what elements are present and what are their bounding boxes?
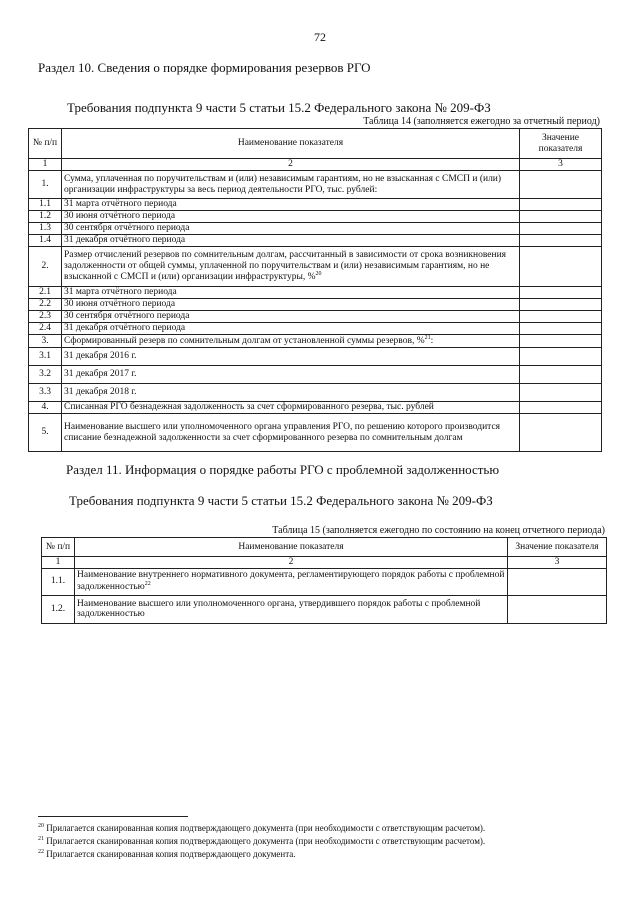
- row-number: 3.: [29, 335, 62, 348]
- row-name: 31 марта отчётного периода: [62, 199, 520, 211]
- footnote-text: Прилагается сканированная копия подтверждающего документа (при необходимости с ответствующим расчетом).: [46, 823, 486, 833]
- table-14-caption: Таблица 14 (заполняется ежегодно за отчетный период): [363, 116, 600, 127]
- value-cell[interactable]: [520, 235, 602, 247]
- footnote: [38, 835, 485, 848]
- column-number: 3: [520, 159, 602, 171]
- table-row: [29, 348, 602, 366]
- table-row: [29, 323, 602, 335]
- row-number: 3.1: [29, 348, 62, 366]
- table-row: [29, 366, 602, 384]
- row-number: 3.2: [29, 366, 62, 384]
- value-cell[interactable]: [520, 211, 602, 223]
- row-name: Списанная РГО безнадежная задолженность за счет сформированного резерва, тыс. рублей: [62, 402, 520, 414]
- footnote-text: Прилагается сканированная копия подтверждающего документа (при необходимости с ответствующим расчетом).: [46, 836, 486, 847]
- value-cell[interactable]: [520, 414, 602, 452]
- header-name: Наименование показателя: [62, 129, 520, 159]
- section-11-requirement: Требования подпункта 9 части 5 статьи 15.2 Федерального закона № 209-ФЗ: [69, 493, 493, 508]
- row-name: [62, 335, 520, 348]
- value-cell[interactable]: [520, 384, 602, 402]
- row-name: 31 декабря отчётного периода: [62, 323, 520, 335]
- row-number: 2.1: [29, 287, 62, 299]
- value-cell[interactable]: [520, 323, 602, 335]
- table-15-header-row: [42, 538, 607, 557]
- row-number: 2.: [29, 247, 62, 287]
- value-cell[interactable]: [520, 223, 602, 235]
- row-number: 1.1.: [42, 568, 75, 595]
- table-row: [29, 402, 602, 414]
- column-number: 2: [62, 159, 520, 171]
- row-name-suffix: :: [430, 336, 434, 347]
- table-15-column-numbers: [42, 557, 607, 569]
- row-number: 1.1: [29, 199, 62, 211]
- footnote-mark: 22: [38, 849, 44, 856]
- row-name: 31 декабря отчётного периода: [62, 235, 520, 247]
- footnote-ref: 22: [144, 581, 151, 588]
- row-number: 2.4: [29, 323, 62, 335]
- footnote-mark: 21: [38, 836, 44, 843]
- value-cell[interactable]: [520, 171, 602, 199]
- value-cell[interactable]: [520, 348, 602, 366]
- row-number: 1.3: [29, 223, 62, 235]
- table-row: [29, 299, 602, 311]
- table-row: [29, 335, 602, 348]
- footnotes: [38, 822, 485, 861]
- header-value: Значение показателя: [508, 538, 607, 557]
- table-row: [29, 414, 602, 452]
- table-row: [29, 384, 602, 402]
- row-name: 30 сентября отчётного периода: [62, 223, 520, 235]
- table-row: [29, 171, 602, 199]
- section-10-title: Раздел 10. Сведения о порядке формирования резервов РГО: [38, 60, 371, 75]
- table-row: [42, 595, 607, 623]
- row-name: 31 декабря 2018 г.: [62, 384, 520, 402]
- footnote-separator: [38, 816, 188, 817]
- table-14: [28, 128, 602, 452]
- header-num: № п/п: [42, 538, 75, 557]
- table-row: [29, 311, 602, 323]
- footnote-ref: 21: [424, 335, 431, 342]
- table-row: [29, 223, 602, 235]
- row-name: Сумма, уплаченная по поручительствам и (или) независимым гарантиям, но не взысканная с СМСП и (или) организации инфраструктуры за весь период деятельности РГО, тыс. рублей:: [62, 171, 520, 199]
- table-15: [41, 537, 607, 624]
- value-cell[interactable]: [508, 595, 607, 623]
- section-10-requirement: Требования подпункта 9 части 5 статьи 15.2 Федерального закона № 209-ФЗ: [67, 100, 491, 115]
- value-cell[interactable]: [520, 311, 602, 323]
- section-11-title: Раздел 11. Информация о порядке работы РГО с проблемной задолженностью: [66, 462, 500, 477]
- row-number: 1.2: [29, 211, 62, 223]
- row-number: 2.3: [29, 311, 62, 323]
- value-cell[interactable]: [520, 335, 602, 348]
- footnote-ref: 20: [315, 271, 322, 278]
- row-name: 31 декабря 2016 г.: [62, 348, 520, 366]
- value-cell[interactable]: [520, 287, 602, 299]
- table-14-header-row: [29, 129, 602, 159]
- row-name: 30 сентября отчётного периода: [62, 311, 520, 323]
- header-name: Наименование показателя: [75, 538, 508, 557]
- row-name: 31 декабря 2017 г.: [62, 366, 520, 384]
- header-value: Значение показателя: [520, 129, 602, 159]
- value-cell[interactable]: [520, 366, 602, 384]
- footnote: [38, 822, 485, 835]
- column-number: 3: [508, 557, 607, 569]
- row-name: 31 марта отчётного периода: [62, 287, 520, 299]
- row-number: 5.: [29, 414, 62, 452]
- value-cell[interactable]: [520, 199, 602, 211]
- row-number: 1.: [29, 171, 62, 199]
- row-number: 1.2.: [42, 595, 75, 623]
- row-number: 2.2: [29, 299, 62, 311]
- row-name-text: Сформированный резерв по сомнительным долгам от установленной суммы резервов, %: [64, 336, 425, 347]
- column-number: 2: [75, 557, 508, 569]
- page-number: 72: [314, 30, 326, 44]
- row-number: 4.: [29, 402, 62, 414]
- table-row: [42, 568, 607, 595]
- footnote-text: Прилагается сканированная копия подтверждающего документа.: [46, 849, 296, 860]
- table-row: [29, 199, 602, 211]
- value-cell[interactable]: [520, 247, 602, 287]
- row-name-text: Размер отчислений резервов по сомнительным долгам, рассчитанный в зависимости от срока возникновения задолженности от общей суммы, уплаченной по поручительствам и (или) независимым гарантиям, но не взысканной с СМСП и (или) организации инфраструктуры, %: [64, 249, 507, 283]
- table-row: [29, 247, 602, 287]
- row-name: 30 июня отчётного периода: [62, 211, 520, 223]
- table-15-caption: Таблица 15 (заполняется ежегодно по состоянию на конец отчетного периода): [272, 525, 605, 536]
- footnote: [38, 848, 485, 861]
- row-name: [62, 247, 520, 287]
- row-name: [75, 568, 508, 595]
- row-number: 3.3: [29, 384, 62, 402]
- footnote-mark: 20: [38, 823, 44, 829]
- column-number: 1: [42, 557, 75, 569]
- row-name: Наименование высшего или уполномоченного органа, утвердившего порядок работы с проблемной задолженностью: [75, 595, 508, 623]
- value-cell[interactable]: [520, 402, 602, 414]
- value-cell[interactable]: [508, 568, 607, 595]
- value-cell[interactable]: [520, 299, 602, 311]
- table-row: [29, 211, 602, 223]
- row-number: 1.4: [29, 235, 62, 247]
- table-14-column-numbers: [29, 159, 602, 171]
- row-name: Наименование высшего или уполномоченного органа управления РГО, по решению которого производится списание безнадежной задолженности за счет сформированного резерва по сомнительным долгам: [62, 414, 520, 452]
- table-row: [29, 287, 602, 299]
- table-row: [29, 235, 602, 247]
- row-name-text: Наименование внутреннего нормативного документа, регламентирующего порядок работы с проблемной задолженностью: [77, 570, 505, 593]
- row-name: 30 июня отчётного периода: [62, 299, 520, 311]
- header-num: № п/п: [29, 129, 62, 159]
- column-number: 1: [29, 159, 62, 171]
